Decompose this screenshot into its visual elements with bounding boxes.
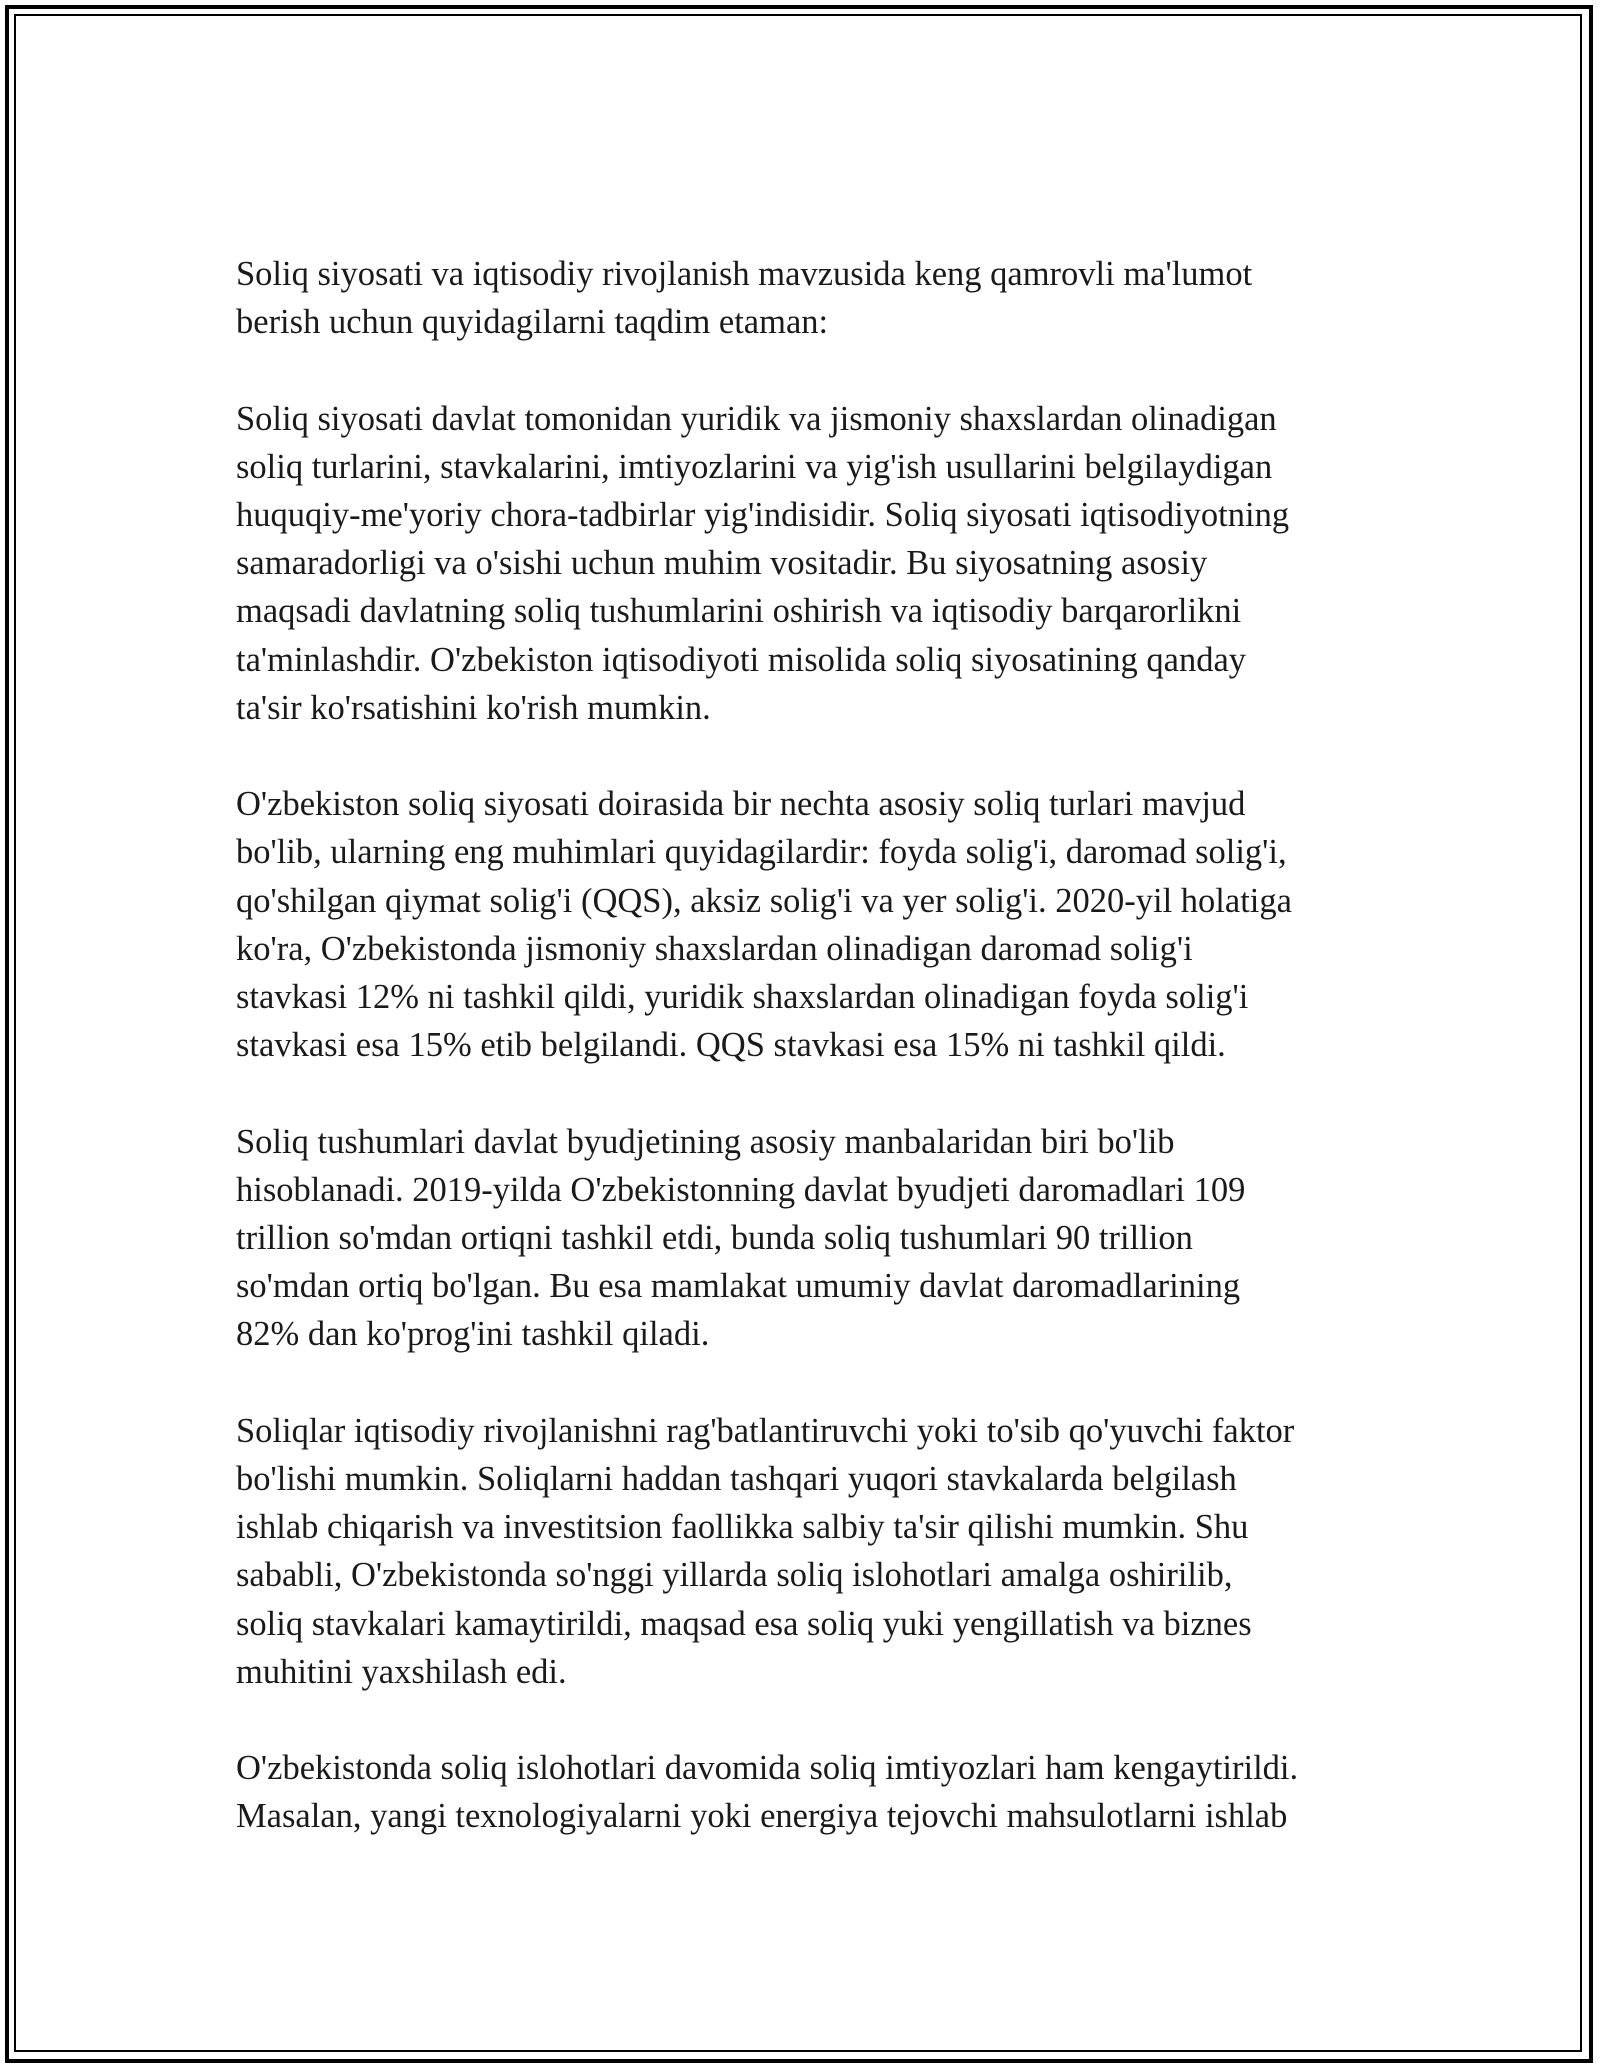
text-line: bo'lishi mumkin. Soliqlarni haddan tashqari yuqori stavkalarda belgilash [236,1460,1237,1499]
text-line: soliq turlarini, stavkalarini, imtiyozlarini va yig'ish usullarini belgilaydigan [236,447,1273,486]
text-line: muhitini yaxshilash edi. [236,1652,567,1691]
text-line: maqsadi davlatning soliq tushumlarini oshirish va iqtisodiy barqarorlikni [236,592,1242,631]
text-line: ko'ra, O'zbekistonda jismoniy shaxslardan olinadigan daromad solig'i [236,929,1193,968]
paragraph-tax-types [236,780,1376,1069]
text-line: ta'minlashdir. O'zbekiston iqtisodiyoti misolida soliq siyosatining qanday [236,640,1247,679]
text-line: Soliq tushumlari davlat byudjetining asosiy manbalaridan biri bo'lib [236,1122,1175,1161]
text-line: ta'sir ko'rsatishini ko'rish mumkin. [236,688,711,727]
text-line: O'zbekiston soliq siyosati doirasida bir nechta asosiy soliq turlari mavjud [236,785,1246,824]
paragraph-tax-revenues [236,1118,1376,1359]
text-line: Soliqlar iqtisodiy rivojlanishni rag'batlantiruvchi yoki to'sib qo'yuvchi faktor [236,1411,1295,1450]
text-line: so'mdan ortiq bo'lgan. Bu esa mamlakat umumiy davlat daromadlarining [236,1267,1241,1306]
text-line: stavkasi esa 15% etib belgilandi. QQS stavkasi esa 15% ni tashkil qildi. [236,1026,1226,1065]
text-line: qo'shilgan qiymat solig'i (QQS), aksiz solig'i va yer solig'i. 2020-yil holatiga [236,881,1292,920]
paragraph-tax-policy-definition [236,395,1376,732]
paragraph-intro [236,250,1376,346]
text-line: berish uchun quyidagilarni taqdim etaman: [236,303,829,342]
text-line: O'zbekistonda soliq islohotlari davomida soliq imtiyozlari ham kengaytirildi. [236,1749,1299,1788]
document-body [236,250,1376,1889]
paragraph-tax-effects [236,1407,1376,1696]
text-line: bo'lib, ularning eng muhimlari quyidagilardir: foyda solig'i, daromad solig'i, [236,833,1287,872]
text-line: Soliq siyosati davlat tomonidan yuridik va jismoniy shaxslardan olinadigan [236,399,1277,438]
text-line: stavkasi 12% ni tashkil qildi, yuridik shaxslardan olinadigan foyda solig'i [236,978,1249,1017]
text-line: hisoblanadi. 2019-yilda O'zbekistonning davlat byudjeti daromadlari 109 [236,1170,1246,1209]
text-line: sababli, O'zbekistonda so'nggi yillarda soliq islohotlari amalga oshirilib, [236,1556,1233,1595]
text-line: Soliq siyosati va iqtisodiy rivojlanish mavzusida keng qamrovli ma'lumot [236,255,1253,293]
text-line: Masalan, yangi texnologiyalarni yoki energiya tejovchi mahsulotlarni ishlab [236,1797,1288,1836]
text-line: 82% dan ko'prog'ini tashkil qiladi. [236,1315,710,1354]
text-line: ishlab chiqarish va investitsion faollikka salbiy ta'sir qilishi mumkin. Shu [236,1508,1249,1547]
text-line: soliq stavkalari kamaytirildi, maqsad esa soliq yuki yengillatish va biznes [236,1604,1252,1643]
paragraph-tax-incentives [236,1744,1376,1840]
text-line: trillion so'mdan ortiqni tashkil etdi, bunda soliq tushumlari 90 trillion [236,1219,1193,1258]
text-line: samaradorligi va o'sishi uchun muhim vositadir. Bu siyosatning asosiy [236,544,1208,583]
text-line: huquqiy-me'yoriy chora-tadbirlar yig'indisidir. Soliq siyosati iqtisodiyotning [236,496,1290,534]
